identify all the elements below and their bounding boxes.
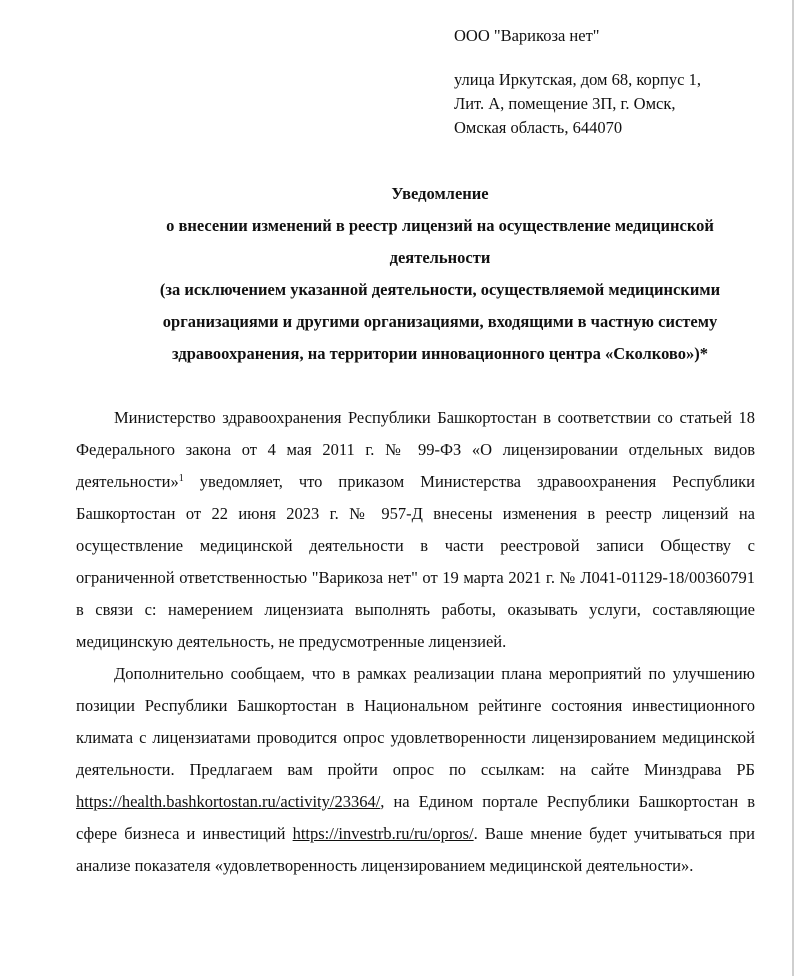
address-line-1: улица Иркутская, дом 68, корпус 1, — [454, 70, 701, 89]
addressee-company: ООО "Варикоза нет" — [454, 26, 600, 45]
investrb-survey-link[interactable]: https://investrb.ru/ru/opros/ — [292, 824, 474, 843]
footnote-marker: 1 — [178, 473, 184, 484]
heading-line-1: о внесении изменений в реестр лицензий на осуществление медицинской — [166, 216, 714, 235]
paragraph-2-text-c: . Ваше мнение будет учитываться при анализе показателя «удовлетворенность лицензированием медицинской деятельности». — [76, 824, 755, 875]
paragraph-1 — [76, 402, 755, 658]
heading-line-4: организациями и другими организациями, входящими в частную систему — [162, 312, 718, 331]
health-survey-link[interactable]: https://health.bashkortostan.ru/activity/23364/ — [76, 792, 381, 811]
heading-line-5: здравоохранения, на территории инновационного центра «Сколково»)* — [172, 344, 708, 363]
paragraph-1-text-b: уведомляет, что приказом Министерства здравоохранения Республики Башкортостан от 22 июня 2023 г. № 957-Д внесены изменения в реестр лицензий на осуществление медицинской деятельности в части реестровой записи Обществу с ограниченной ответственностью "Варикоза нет" от 19 марта 2021 г. № Л041-01129-18/00360791 в связи с: намерением лицензиата выполнять работы, оказывать услуги, составляющие медицинскую деятельность, не предусмотренные лицензией. — [76, 472, 755, 651]
paragraph-2-text-a: Дополнительно сообщаем, что в рамках реализации плана мероприятий по улучшению позиции Республики Башкортостан в Национальном рейтинге состояния инвестиционного климата с лицензиатами проводится опрос удовлетворенности лицензированием медицинской деятельности. Предлагаем вам пройти опрос по ссылкам: на сайте Минздрава РБ — [76, 664, 755, 779]
addressee-block — [454, 24, 701, 140]
address-line-2: Лит. А, помещение 3П, г. Омск, — [454, 94, 676, 113]
notice-title: Уведомление — [391, 184, 489, 203]
notice-body — [76, 402, 755, 882]
address-line-3: Омская область, 644070 — [454, 118, 623, 137]
paragraph-2 — [76, 658, 755, 882]
paragraph-1-text-a: Министерство здравоохранения Республики Башкортостан в соответствии со статьей 18 Федерального закона от 4 мая 2011 г. № 99-ФЗ «О лицензировании отдельных видов деятельности» — [76, 408, 755, 491]
heading-line-3: (за исключением указанной деятельности, осуществляемой медицинскими — [159, 280, 721, 299]
paragraph-2-text-b: , на Едином портале Республики Башкортостан в сфере бизнеса и инвестиций — [76, 792, 755, 843]
notice-heading — [60, 178, 794, 370]
heading-line-2: деятельности — [389, 248, 491, 267]
